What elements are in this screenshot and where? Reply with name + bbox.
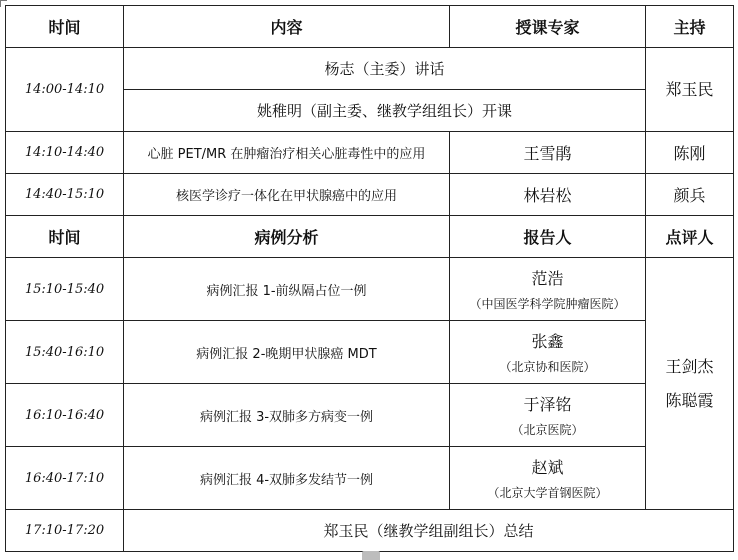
header2-content: 病例分析 (124, 216, 450, 258)
case-row (6, 447, 734, 510)
lecture-host: 陈刚 (646, 132, 734, 174)
case-reporter: 于泽铭 (523, 395, 572, 414)
case-reporter: 张鑫 (531, 332, 564, 351)
header2-reporter: 报告人 (450, 216, 646, 258)
case-reporter: 范浩 (531, 269, 564, 288)
header-host: 主持 (646, 6, 734, 48)
reviewer-name: 王剑杰 (665, 356, 714, 376)
schedule-table (5, 5, 734, 552)
lecture-time: 14:40-15:10 (6, 174, 124, 216)
closing-text: 郑玉民（继教学组副组长）总结 (124, 510, 734, 552)
opening-row-1 (6, 48, 734, 90)
case-topic: 病例汇报 2-晚期甲状腺癌 MDT (124, 321, 450, 384)
opening-item-1: 杨志（主委）讲话 (124, 48, 646, 90)
case-row (6, 321, 734, 384)
case-time: 15:10-15:40 (6, 258, 124, 321)
header-time: 时间 (6, 6, 124, 48)
lecture-expert: 王雪鹃 (450, 132, 646, 174)
lecture-row (6, 174, 734, 216)
case-topic: 病例汇报 3-双肺多方病变一例 (124, 384, 450, 447)
scroll-tab-handle[interactable] (362, 551, 380, 560)
lecture-expert: 林岩松 (450, 174, 646, 216)
closing-row (6, 510, 734, 552)
header-content: 内容 (124, 6, 450, 48)
header-row-2 (6, 216, 734, 258)
case-row (6, 258, 734, 321)
closing-time: 17:10-17:20 (6, 510, 124, 552)
case-row (6, 384, 734, 447)
opening-host: 郑玉民 (646, 48, 734, 132)
case-organization: （北京协和医院） (499, 360, 596, 374)
case-time: 16:10-16:40 (6, 384, 124, 447)
header-row (6, 6, 734, 48)
lecture-time: 14:10-14:40 (6, 132, 124, 174)
case-organization: （北京大学首钢医院） (487, 486, 608, 500)
header2-reviewer: 点评人 (646, 216, 734, 258)
header-expert: 授课专家 (450, 6, 646, 48)
reviewers-cell (646, 258, 734, 510)
header2-time: 时间 (6, 216, 124, 258)
lecture-topic: 心脏 PET/MR 在肿瘤治疗相关心脏毒性中的应用 (124, 132, 450, 174)
case-time: 15:40-16:10 (6, 321, 124, 384)
reviewer-name: 陈聪霞 (665, 390, 714, 410)
case-reporter-cell (450, 384, 646, 447)
case-reporter-cell (450, 258, 646, 321)
opening-item-2: 姚稚明（副主委、继教学组组长）开课 (124, 90, 646, 132)
case-topic: 病例汇报 1-前纵隔占位一例 (124, 258, 450, 321)
case-organization: （中国医学科学院肿瘤医院） (469, 297, 626, 311)
case-reporter: 赵斌 (531, 458, 564, 477)
case-reporter-cell (450, 321, 646, 384)
case-organization: （北京医院） (511, 423, 584, 437)
case-topic: 病例汇报 4-双肺多发结节一例 (124, 447, 450, 510)
case-time: 16:40-17:10 (6, 447, 124, 510)
opening-time: 14:00-14:10 (6, 48, 124, 132)
lecture-host: 颜兵 (646, 174, 734, 216)
lecture-row (6, 132, 734, 174)
case-reporter-cell (450, 447, 646, 510)
lecture-topic: 核医学诊疗一体化在甲状腺癌中的应用 (124, 174, 450, 216)
